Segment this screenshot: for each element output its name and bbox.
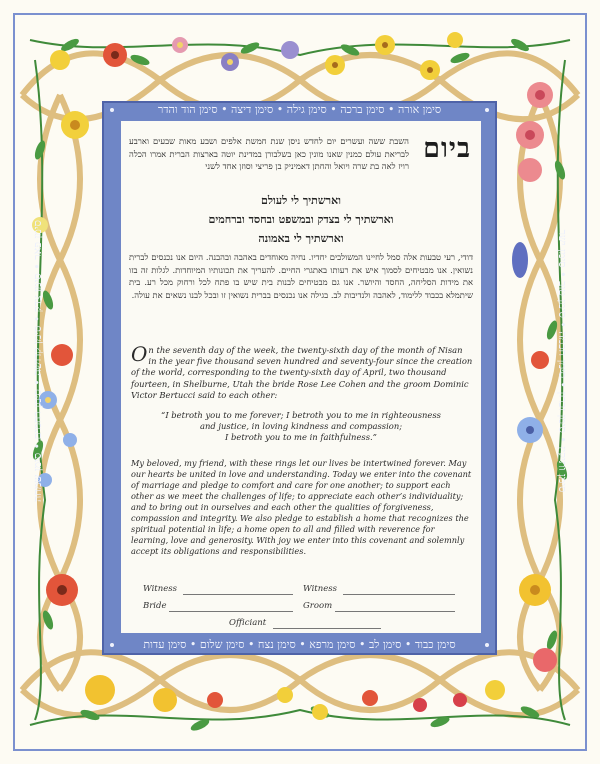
hebrew-vow-3: וארשתיך לי באמונה (258, 232, 344, 245)
english-vow-1: “I betroth you to me forever; I betroth you to me in righteousness (161, 410, 441, 420)
hebrew-vows (121, 191, 481, 248)
english-intro-text: n the seventh day of the week, the twenty-sixth day of the month of Nisan in the year five thousand seven hundred and seventy-four since the creation of the world, corresponding to the twenty-sixth day of April, two thousand fourteen, in Shelburne, Utah the bride Rose Lee Cohen and the groom Dominic Victor Bertucci said to each other: (131, 345, 473, 400)
english-dropcap: O (131, 342, 148, 366)
officiant-line (273, 628, 381, 629)
border-blessings-right: סימן ותיקין • סימן זכרון • סימן חכמה • סימן טוב • סימן ישר (556, 229, 569, 493)
witness-2-label: Witness (303, 584, 337, 594)
bride-line (169, 611, 293, 612)
border-blessings-left: סימן פאר • סימן צדק • סימן קדושה • סימן רחמים • סימן שמחה (31, 220, 44, 502)
border-blessings-bottom: סימן כבוד • סימן לב • סימן מרפא • סימן נצח • סימן שלום • סימן עדות (143, 638, 456, 651)
english-vow-2: and justice, in loving kindness and compassion; (199, 421, 403, 432)
witness-1-line (183, 594, 293, 595)
english-vows (121, 410, 481, 444)
hebrew-vow-1: וארשתיך לי לעולם (261, 194, 341, 207)
hebrew-opening: השבת ששה ועשרים יום לחדש ניסן שנת חמשת אלפים ושבע מאות שבעים וארבע לבריאת עולם כמנין שאנו מונין כאן בשלבורן במדינת יוטה בארצות הברית אמרו הכלה רויז לאה בת שרה ויואל והחתן דאמיניק בן פריצי וסוזן אחד לשני (129, 136, 409, 171)
groom-line (335, 611, 455, 612)
border-blessings-top: סימן אורה • סימן ברכה • סימן גילה • סימן דיצה • סימן הוד והדר (157, 103, 442, 116)
witness-2-line (343, 594, 455, 595)
groom-label: Groom (303, 601, 333, 611)
officiant-label: Officiant (229, 618, 267, 628)
ketubah-text-panel (121, 121, 481, 633)
english-vow-3: I betroth you to me in faithfulness.” (225, 432, 377, 443)
hebrew-vow-2: וארשתיך לי בצדק ובמשפט ובחסד וברחמים (208, 213, 394, 226)
english-intro (131, 342, 473, 401)
hebrew-body: דודי, רעי טבעות אלה סמל לחיינו המשולבים יחדיו. נחיה מאוחדים באהבה ובהבנה. היום אנו נכנסים לברית נשואין. אנו מבטיחים לסמוך איש את רעותו באתגרי החיים. להעריך את תכונותיו המיוחדות. לגלות זה בזו את מידות הסליחה, החסד והיושר. אנו גם מבטיחים לבנות בית שיש בו פתח לכל ורחוק מכל רע. בית שיתמלא בכבוד ללימוד, לאהבה ולנדיבות לב. בגילה אנו נכנסים בברית נשואין זו ובכל לבנו נשאים את עולה. (129, 252, 473, 300)
bride-label: Bride (143, 601, 167, 611)
witness-1-label: Witness (143, 584, 177, 594)
hebrew-title: ביום (423, 133, 471, 164)
english-body: My beloved, my friend, with these rings let our lives be intertwined forever. May our hearts be united in love and understanding. Today we enter into the covenant of marriage and pledge to comfort and care for one another; to support each other as we meet the challenges of life; to appreciate each other’s individuality; and to bring out in ourselves and each other the qualities of forgiveness, compassion and integrity. We also pledge to establish a home that recognizes the spiritual potential in life; a home open to all and filled with reverence for learning, love and generosity. With joy we enter into this covenant and solemnly accept its obligations and responsibilities. (131, 458, 472, 556)
